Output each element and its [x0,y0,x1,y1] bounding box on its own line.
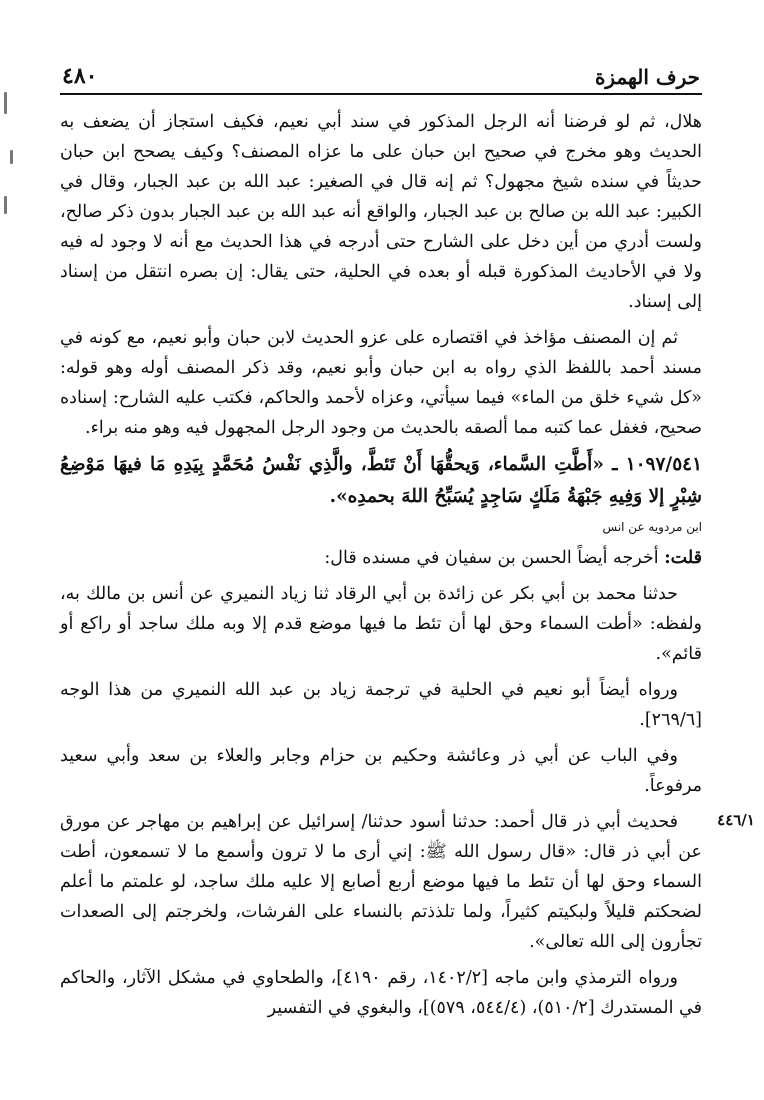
paragraph-with-margin-note [60,807,755,957]
paragraph: ثم إن المصنف مؤاخذ في اقتصاره على عزو الحديث لابن حبان وأبو نعيم، مع كونه في مسند أحمد باللفظ الذي رواه به ابن حبان وأبو نعيم، وقد ذكر المصنف أوله وهو قوله: «كل شيء خلق من الماء» فيما سيأتي، وعزاه لأحمد والحاكم، فكتب عليه الشارح: إسناده صحيح، فغفل عما كتبه مما ألصقه بالحديث من وجود الرجل المجهول فيه وهو منه براء. [60,328,702,438]
page-number: ٤٨٠ [62,63,98,89]
qult-text: أخرجه أيضاً الحسن بن سفيان في مسنده قال: [324,548,659,568]
hadith-text: «أَطَّتِ السَّماء، وَيحقُّهَا أَنْ تَئطَّ، والَّذِي نَفْسُ مُحَمَّدٍ بِيَدِهِ مَا فيهَا مَوْضِعُ شِبْرٍ إلا وَفِيهِ جَبْهَةُ مَلَكٍ سَاجِدٍ يُسَبِّحُ اللهَ بحمدِه». [60,454,702,507]
qult-paragraph [60,543,702,573]
page-body [59,107,755,1023]
scan-speck [4,92,7,114]
scan-speck [4,196,7,214]
scan-speck [10,150,13,164]
paragraph: حدثنا محمد بن أبي بكر عن زائدة بن أبي الرقاد ثنا زياد النميري عن أنس بن مالك به، ولفظه: «أطت السماء وحق لها أن تئط ما فيها موضع قدم إلا وبه ملك ساجد أو راكع أو قائم». [60,584,702,664]
paragraph: فحديث أبي ذر قال أحمد: حدثنا أسود حدثنا/ إسرائيل عن إبراهيم بن مهاجر عن مورق عن أبي ذر قال: «قال رسول الله ﷺ: إني أرى ما لا ترون وأسمع ما لا تسمعون، أطت السماء وحق لها أن تئط ما فيها موضع أربع أصابع إلا عليه ملك ساجد، لو علمتم ما أعلم لضحكتم قليلاً ولبكيتم كثيراً، ولما تلذذتم بالنساء على الفرشات، ولخرجتم إلى الصعدات تجأرون إلى الله تعالى». [60,812,702,952]
paragraph: ورواه الترمذي وابن ماجه [١٤٠٢/٢، رقم ٤١٩٠]، والطحاوي في مشكل الآثار، والحاكم في المستدرك [٥١٠/٢)، (٥٤٤/٤، ٥٧٩)]، والبغوي في التفسير [60,968,702,1018]
paragraph: وفي الباب عن أبي ذر وعائشة وحكيم بن حزام وجابر والعلاء بن سعد وأبي سعيد مرفوعاً. [60,746,702,796]
hadith-number: ١٠٩٧/٥٤١ ـ [612,454,702,475]
hadith-entry [60,449,702,513]
paragraph: هلال، ثم لو فرضنا أنه الرجل المذكور في سند أبي نعيم، فكيف استجاز أن يضعف به الحديث وهو مخرج في صحيح ابن حبان على ما عزاه المصنف؟ وكيف يصحح ابن حبان حديثاً في سنده شيخ مجهول؟ ثم إنه قال في الصغير: عبد الله بن عبد الجبار، وقال في الكبير: عبد الله بن صالح بن عبد الجبار، والواقع أنه عبد الله بن عبد الجبار بدون ذكر صالح، ولست أدري من أين دخل على الشارح حتى أدرجه في هذا الحديث مع أنه لا وجود له فيه ولا في الأحاديث المذكورة قبله أو بعده في الحلية، حتى يقال: إن بصره انتقل من إسناد إلى إسناد. [59,112,702,312]
paragraph: ورواه أيضاً أبو نعيم في الحلية في ترجمة زياد بن عبد الله النميري من هذا الوجه [٢٦٩/٦]. [60,680,702,730]
book-page [59,55,755,1029]
hadith-source: ابن مردويه عن انس [602,520,702,534]
running-title: حرف الهمزة [594,65,700,89]
page-header [60,55,702,95]
margin-reference: ٤٤٦/١ [717,811,755,829]
qult-label: قلت: [664,548,702,568]
